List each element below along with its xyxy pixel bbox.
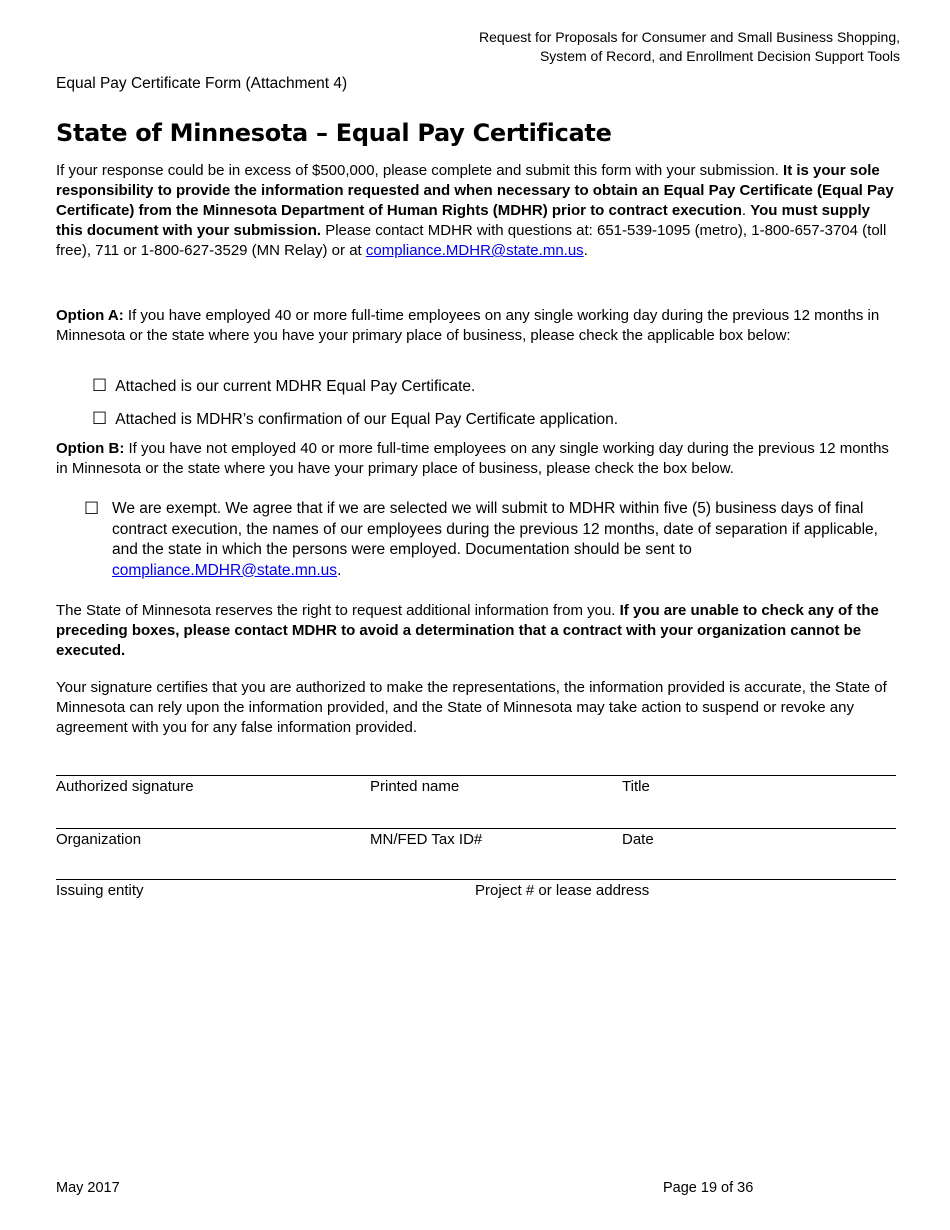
document-header xyxy=(479,28,900,66)
option-a-checkbox-row-2[interactable] xyxy=(92,409,618,430)
date-label: Date xyxy=(622,831,654,848)
header-line-2: System of Record, and Enrollment Decision Support Tools xyxy=(539,48,900,64)
form-label: Equal Pay Certificate Form (Attachment 4) xyxy=(56,75,348,92)
authorized-signature-label: Authorized signature xyxy=(56,778,194,795)
organization-label: Organization xyxy=(56,831,142,848)
checkbox-label: Attached is MDHR’s confirmation of our Equal Pay Certificate application. xyxy=(115,411,619,428)
title-label: Title xyxy=(622,778,650,795)
signature-line-3[interactable] xyxy=(56,879,896,880)
certify-paragraph: Your signature certifies that you are authorized to make the representations, the information provided is accurate, the State of Minnesota can rely upon the information provided, and the State of Minnesota may take action to suspend or revoke any agreement with you for any false information provided. xyxy=(56,679,887,736)
tax-id-label: MN/FED Tax ID# xyxy=(370,831,483,848)
option-b-label: Option B: xyxy=(56,440,125,457)
checkbox-label: Attached is our current MDHR Equal Pay Certificate. xyxy=(115,378,476,395)
intro-paragraph: If your response could be in excess of $500,000, please complete and submit this form with your submission. It is your sole responsibility to provide the information requested and when necessary to obtain an Equal Pay Certificate (Equal Pay Certificate) from the Minnesota Department of Human Rights (MDHR) prior to contract execution. You must supply this document with your submission. Please contact MDHR with questions at: 651-539-1095 (metro), 1-800-657-3704 (toll free), 711 or 1-800-627-3529 (MN Relay) or at compliance.MDHR@state.mn.us. xyxy=(56,162,894,259)
option-a-label: Option A: xyxy=(56,307,124,324)
footer-date: May 2017 xyxy=(56,1180,120,1196)
issuing-entity-label: Issuing entity xyxy=(56,882,144,899)
option-b-paragraph: Option B: If you have not employed 40 or more full-time employees on any single working day during the previous 12 months in Minnesota or the state where you have your primary place of business, please check the box below. xyxy=(56,440,889,477)
checkbox-exempt[interactable]: ☐ xyxy=(84,499,100,519)
project-label: Project # or lease address xyxy=(475,882,650,899)
signature-line-2[interactable] xyxy=(56,828,896,829)
header-line-1: Request for Proposals for Consumer and Small Business Shopping, xyxy=(479,29,900,45)
checkbox-confirmation-attached[interactable]: ☐ xyxy=(92,409,108,429)
reserve-paragraph: The State of Minnesota reserves the right to request additional information from you. If you are unable to check any of the preceding boxes, please contact MDHR to avoid a determination that a contract with your organization cannot be executed. xyxy=(56,602,879,659)
intro-email-link[interactable]: compliance.MDHR@state.mn.us xyxy=(365,242,584,259)
signature-line-1[interactable] xyxy=(56,775,896,776)
page-title: State of Minnesota – Equal Pay Certificate xyxy=(56,119,612,147)
printed-name-label: Printed name xyxy=(370,778,460,795)
checkbox-certificate-attached[interactable]: ☐ xyxy=(92,376,108,396)
footer-page-number: Page 19 of 36 xyxy=(663,1180,754,1196)
exempt-email-link[interactable]: compliance.MDHR@state.mn.us xyxy=(112,561,338,579)
option-b-checkbox-row[interactable] xyxy=(84,499,896,581)
option-a-paragraph: Option A: If you have employed 40 or more full-time employees on any single working day during the previous 12 months in Minnesota or the state where you have your primary place of business, please check the applicable box below: xyxy=(56,307,880,344)
option-a-checkbox-row-1[interactable] xyxy=(92,376,475,397)
checkbox-exempt-label: We are exempt. We agree that if we are selected we will submit to MDHR within five (5) business days of final contract execution, the names of our employees during the previous 12 months, date of separation if applicable, and the state in which the persons were employed. Documentation should be sent to compliance.MDHR@state.mn.us. xyxy=(112,500,878,579)
